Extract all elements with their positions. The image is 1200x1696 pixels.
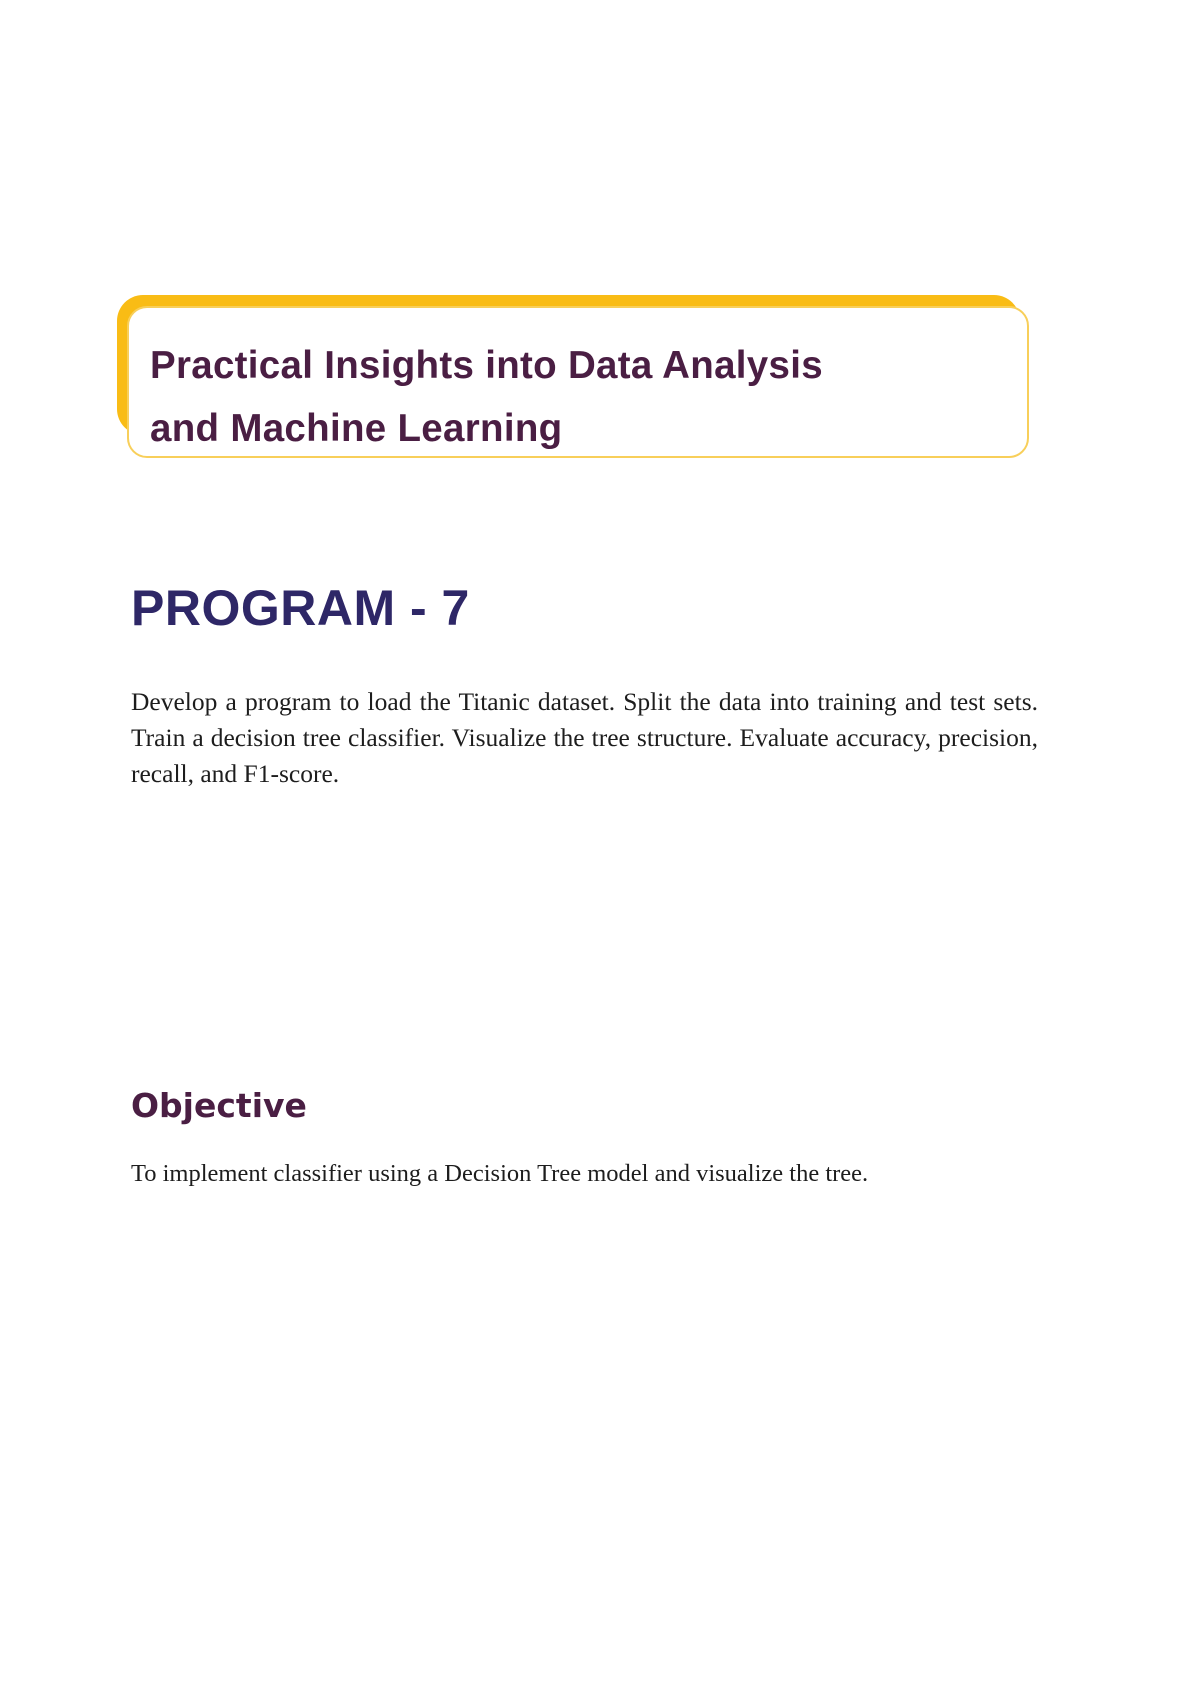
program-heading: PROGRAM - 7 (131, 580, 470, 636)
objective-heading: Objective (131, 1086, 307, 1125)
objective-text: To implement classifier using a Decision Tree model and visualize the tree. (131, 1160, 869, 1187)
document-title: Practical Insights into Data Analysis and Machine Learning (150, 344, 823, 450)
title-banner (127, 306, 1029, 458)
program-description: Develop a program to load the Titanic dataset. Split the data into training and test sets. Train a decision tree classifier. Visualize the tree structure. Evaluate accuracy, precision, recall, and F1-score. (131, 687, 1038, 788)
